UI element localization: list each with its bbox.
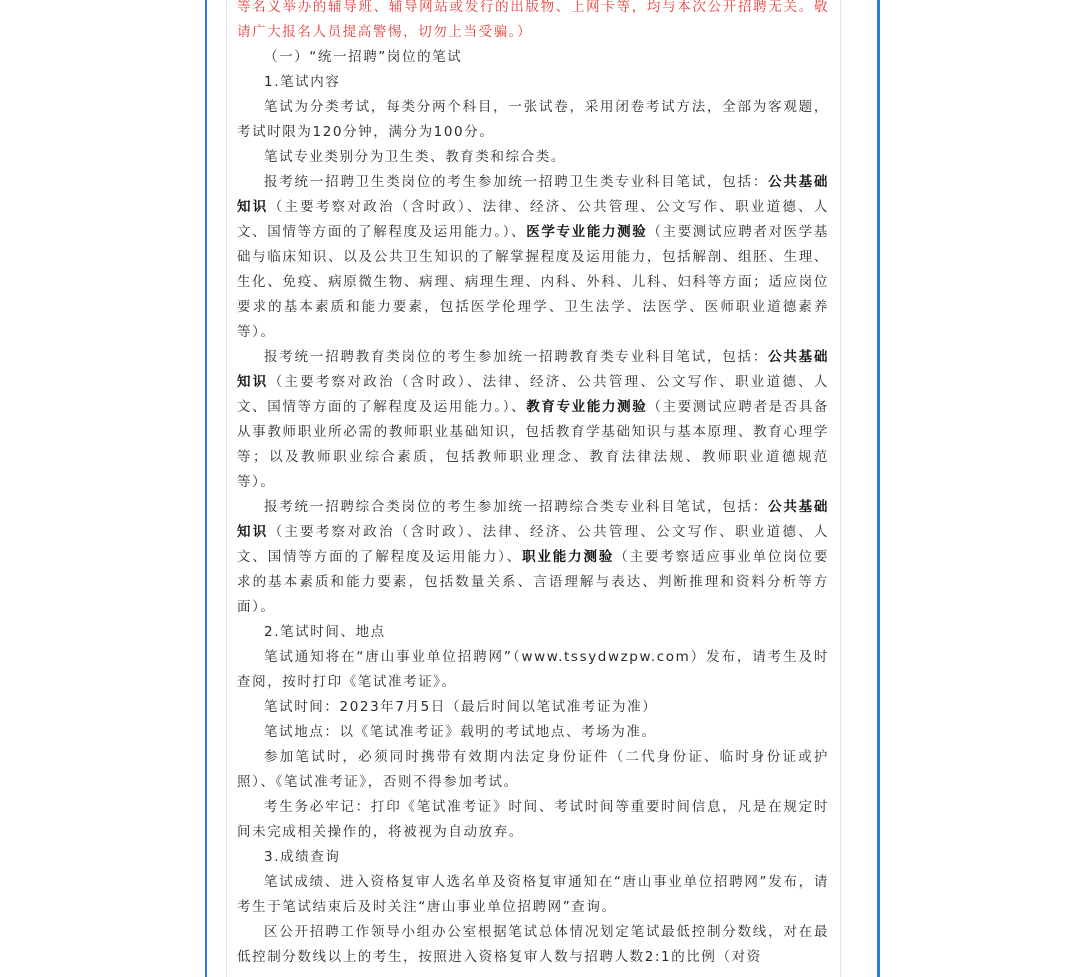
education-category-paragraph — [237, 345, 829, 495]
health-subject-1: 公共基础知识 — [237, 174, 829, 215]
section-written-exam-title: （一）“统一招聘”岗位的笔试 — [264, 49, 463, 65]
exam-date-paragraph: 笔试时间：2023年7月5日（最后时间以笔试准考证为准） — [264, 699, 658, 715]
frame-left-border — [205, 0, 207, 977]
exam-reminder-paragraph: 考生务必牢记：打印《笔试准考证》时间、考试时间等重要时间信息，凡是在规定时间未完成相关操作的，将被视为自动放弃。 — [237, 799, 829, 840]
health-intro: 报考统一招聘卫生类岗位的考生参加统一招聘卫生类专业科目笔试，包括： — [264, 174, 769, 190]
education-subject-2-desc: （主要测试应聘者是否具备从事教师职业所必需的教师职业基础知识，包括教育学基础知识与基本原理、教育心理学等；以及教师职业综合素质，包括教师职业理念、教育法律法规、教师职业道德规范等）。 — [237, 399, 829, 490]
education-subject-1-desc: （主要考察对政治（含时政）、法律、经济、公共管理、公文写作、职业道德、人文、国情等方面的了解程度及运用能力。）、 — [237, 374, 830, 415]
score-query-heading: 3.成绩查询 — [264, 849, 341, 865]
exam-id-requirement-paragraph: 参加笔试时，必须同时携带有效期内法定身份证件（二代身份证、临时身份证或护照）、《笔试准考证》，否则不得参加考试。 — [237, 749, 829, 790]
general-subject-1: 公共基础知识 — [237, 499, 829, 540]
general-intro: 报考统一招聘综合类岗位的考生参加统一招聘综合类专业科目笔试，包括： — [264, 499, 769, 515]
exam-notice-paragraph: 笔试通知将在“唐山事业单位招聘网”（www.tssydwzpw.com）发布，请考生及时查阅，按时打印《笔试准考证》。 — [237, 649, 829, 690]
general-subject-2: 职业能力测验 — [522, 549, 615, 565]
exam-location-paragraph: 笔试地点：以《笔试准考证》载明的考试地点、考场为准。 — [264, 724, 657, 740]
education-subject-2: 教育专业能力测验 — [526, 399, 648, 415]
general-category-paragraph — [237, 495, 829, 620]
health-subject-2: 医学专业能力测验 — [526, 224, 648, 240]
exam-time-place-heading: 2.笔试时间、地点 — [264, 624, 386, 640]
fraud-warning: 等名义举办的辅导班、辅导网站或发行的出版物、上网卡等，均与本次公开招聘无关。敬请广大报名人员提高警惕，切勿上当受骗。） — [237, 0, 829, 40]
health-subject-1-desc: （主要考察对政治（含时政）、法律、经济、公共管理、公文写作、职业道德、人文、国情等方面的了解程度及运用能力。）、 — [237, 199, 830, 240]
exam-categories-paragraph: 笔试专业类别分为卫生类、教育类和综合类。 — [264, 149, 566, 165]
education-intro: 报考统一招聘教育类岗位的考生参加统一招聘教育类专业科目笔试，包括： — [264, 349, 769, 365]
exam-format-paragraph: 笔试为分类考试，每类分两个科目，一张试卷，采用闭卷考试方法，全部为客观题，考试时限为120分钟，满分为100分。 — [237, 99, 829, 140]
exam-content-heading: 1.笔试内容 — [264, 74, 341, 90]
health-subject-2-desc: （主要测试应聘者对医学基础与临床知识、以及公共卫生知识的了解掌握程度及运用能力，包括解剖、组胚、生理、生化、免疫、病原微生物、病理、病理生理、内科、外科、儿科、妇科等方面；适应岗位要求的基本素质和能力要素，包括医学伦理学、卫生法学、法医学、医师职业道德素养等）。 — [237, 224, 829, 340]
announcement-article — [237, 0, 829, 970]
general-subject-2-desc: （主要考察适应事业单位岗位要求的基本素质和能力要素，包括数量关系、言语理解与表达、判断推理和资料分析等方面）。 — [237, 549, 829, 615]
frame-right-border — [877, 0, 880, 977]
cutoff-score-paragraph: 区公开招聘工作领导小组办公室根据笔试总体情况划定笔试最低控制分数线，对在最低控制分数线以上的考生，按照进入资格复审人数与招聘人数2:1的比例（对资 — [237, 924, 829, 965]
general-subject-1-desc: （主要考察对政治（含时政）、法律、经济、公共管理、公文写作、职业道德、人文、国情等方面的了解程度及运用能力）、 — [237, 524, 830, 565]
education-subject-1: 公共基础知识 — [237, 349, 829, 390]
health-category-paragraph — [237, 170, 829, 345]
score-query-paragraph: 笔试成绩、进入资格复审人选名单及资格复审通知在“唐山事业单位招聘网”发布，请考生于笔试结束后及时关注“唐山事业单位招聘网”查询。 — [237, 874, 829, 915]
